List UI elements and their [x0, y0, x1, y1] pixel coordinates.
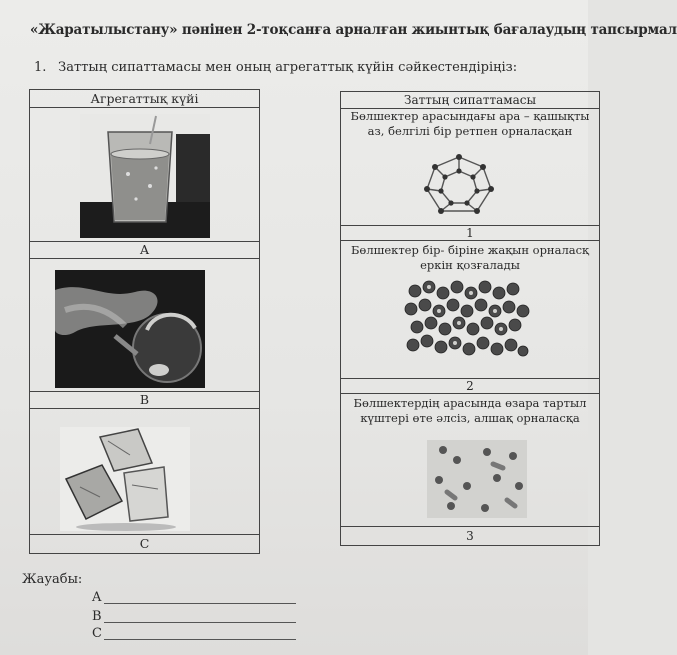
description-3-line1: Бөлшектердің арасында өзара тартыл: [353, 396, 587, 410]
answer-line-b[interactable]: [92, 609, 102, 624]
page-title: «Жаратылыстану» пәнінен 2-тоқсанға арналған жиынтық бағалаудың тапсырмал: [30, 22, 677, 38]
substance-description-table: [340, 91, 600, 546]
description-2-line1: Бөлшектер бір- біріне жақын орналасқ: [350, 243, 590, 257]
answer-blank-b[interactable]: [104, 622, 296, 623]
description-1-line2: аз, белгілі бір ретпен орналасқан: [367, 124, 573, 138]
gas-particles-image: [427, 440, 527, 518]
number-3: 3: [466, 529, 474, 543]
task-text: Заттың сипаттамасы мен оның агрегаттық күйін сәйкестендіріңіз:: [58, 60, 518, 75]
description-3-line2: күштері өте әлсіз, алшақ орналасқа: [360, 411, 580, 425]
answer-blank-a[interactable]: [104, 603, 296, 604]
image-cell-a: [30, 108, 259, 242]
table-header: Заттың сипаттамасы: [341, 92, 599, 109]
answer-letter-c: C: [92, 626, 102, 641]
image-cell-c: [30, 409, 259, 535]
number-1: 1: [341, 226, 599, 241]
ice-cubes-image: [60, 427, 190, 531]
answer-line-c[interactable]: [92, 626, 102, 641]
liquid-particles-image: [407, 281, 531, 363]
answers-label: Жауабы:: [22, 572, 83, 587]
description-2-line2: еркін қозғалады: [420, 258, 520, 272]
crystal-lattice-image: [419, 153, 499, 219]
table-header: Агрегаттық күйі: [30, 90, 259, 108]
kettle-steam-image: [55, 270, 205, 388]
label-b: B: [30, 392, 259, 409]
aggregate-state-table: [29, 89, 260, 554]
description-cell-3: [341, 394, 599, 527]
label-a: A: [30, 242, 259, 259]
task-instruction: [34, 60, 517, 75]
task-number: 1.: [34, 60, 47, 75]
glass-of-water-image: [80, 114, 210, 238]
answer-letter-b: B: [92, 609, 102, 624]
number-2: 2: [341, 379, 599, 394]
answer-letter-a: A: [92, 590, 102, 605]
description-1-line1: Бөлшектер арасындағы ара – қашықты: [350, 109, 590, 123]
description-cell-2: [341, 241, 599, 379]
answer-line-a[interactable]: [92, 590, 101, 605]
image-cell-b: [30, 259, 259, 392]
description-cell-1: [341, 109, 599, 226]
answer-blank-c[interactable]: [104, 639, 296, 640]
label-c: C: [139, 536, 150, 551]
